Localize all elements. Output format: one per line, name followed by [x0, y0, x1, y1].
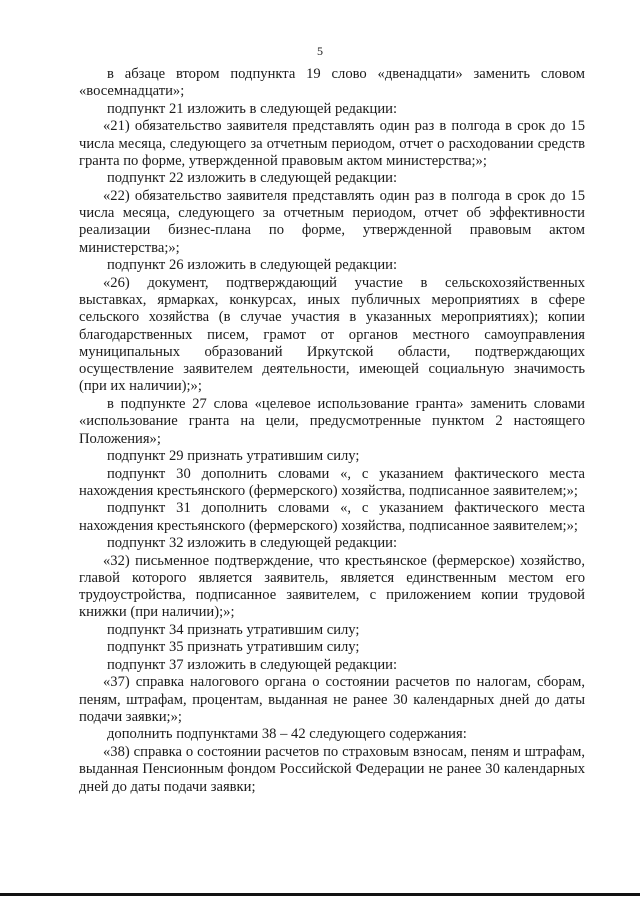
paragraph: в абзаце втором подпункта 19 слово «двенадцати» заменить словом «восемнадцати»;	[79, 66, 585, 100]
paragraph: подпункт 34 признать утратившим силу;	[107, 621, 360, 638]
paragraph: подпункт 21 изложить в следующей редакции:	[107, 100, 398, 117]
paragraph: подпункт 35 признать утратившим силу;	[107, 639, 360, 656]
paragraph: подпункт 26 изложить в следующей редакции:	[107, 257, 398, 274]
paragraph: «32) письменное подтверждение, что крестьянское (фермерское) хозяйство, главой которого является заявитель, является единственным местом его трудоустройства, подписанное заявителем, с приложением копии трудовой книжки (при наличии);»;	[79, 552, 585, 621]
paragraph: в подпункте 27 слова «целевое использование гранта» заменить словами «использование гранта на цели, предусмотренные пунктом 2 настоящего Положения»;	[79, 395, 585, 447]
paragraph: дополнить подпунктами 38 – 42 следующего содержания:	[107, 726, 467, 743]
paragraph: «21) обязательство заявителя представлять один раз в полгода в срок до 15 числа месяца, следующего за отчетным периодом, отчет о расходовании средств гранта по форме, утвержденной правовым актом министерства;»;	[79, 118, 585, 169]
paragraph: «37) справка налогового органа о состоянии расчетов по налогам, сборам, пеням, штрафам, процентам, выданная не ранее 30 календарных дней до даты подачи заявки;»;	[79, 674, 585, 725]
scan-bottom-border	[0, 893, 640, 896]
paragraph: подпункт 29 признать утратившим силу;	[107, 448, 360, 465]
paragraph: «38) справка о состоянии расчетов по страховым взносам, пеням и штрафам, выданная Пенсионным фондом Российской Федерации не ранее 30 календарных дней до даты подачи заявки;	[79, 743, 585, 795]
paragraph: подпункт 30 дополнить словами «, с указанием фактического места нахождения крестьянского (фермерского) хозяйства, подписанное заявителем;»;	[79, 465, 585, 499]
paragraph: подпункт 22 изложить в следующей редакции:	[107, 170, 398, 187]
paragraph: подпункт 32 изложить в следующей редакции:	[107, 535, 398, 552]
paragraph: «26) документ, подтверждающий участие в сельскохозяйственных выставках, ярмарках, конкурсах, иных публичных мероприятиях в сфере сельского хозяйства (в случае участия в указанных мероприятиях); копии благодарственных писем, грамот от органов местного самоуправления муниципальных образований Иркутской области, подтверждающих осуществление заявителем деятельности, имеющей социальную значимость (при их наличии);»;	[79, 274, 585, 395]
paragraph: «22) обязательство заявителя представлять один раз в полгода в срок до 15 числа месяца, следующего за отчетным периодом, отчет об эффективности реализации бизнес-плана по форме, утвержденной правовым актом министерства;»;	[79, 187, 585, 256]
paragraph: подпункт 31 дополнить словами «, с указанием фактического места нахождения крестьянского (фермерского) хозяйства, подписанное заявителем;»;	[79, 500, 585, 534]
paragraph: подпункт 37 изложить в следующей редакции:	[107, 656, 398, 673]
page-number: 5	[317, 44, 323, 58]
document-body	[79, 66, 585, 796]
